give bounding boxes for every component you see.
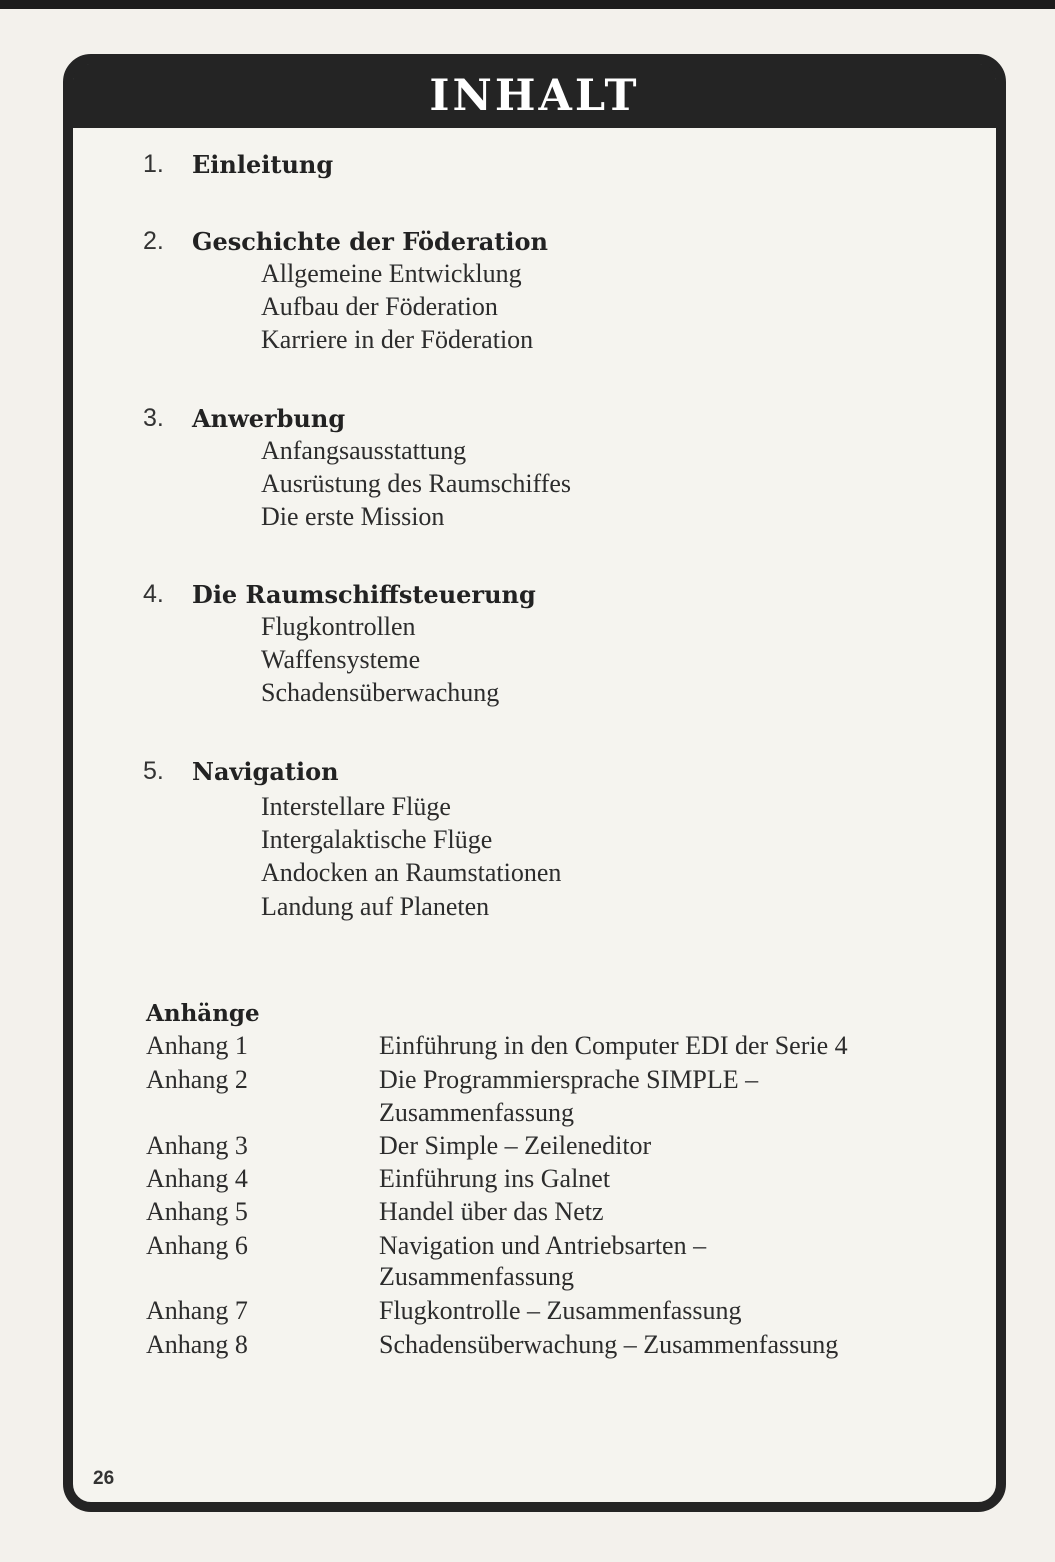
section-number: 4. [143,580,164,608]
subsection-item: Ausrüstung des Raumschiffes [261,469,572,498]
subsection-item: Waffensysteme [261,645,421,674]
subsection-item: Allgemeine Entwicklung [261,259,522,288]
section-title: Geschichte der Föderation [192,227,548,256]
appendix-label: Anhang 7 [146,1296,248,1325]
appendix-description: Der Simple – Zeileneditor [379,1131,652,1160]
subsection-item: Interstellare Flüge [261,792,451,821]
appendix-description-continued: Zusammenfassung [379,1262,574,1291]
section-title: Navigation [192,757,339,786]
subsection-item: Anfangsausstattung [261,436,467,465]
subsection-item: Flugkontrollen [261,612,416,641]
appendix-description-continued: Zusammenfassung [379,1098,574,1127]
section-title: Anwerbung [192,404,346,433]
subsection-item: Aufbau der Föderation [261,292,498,321]
subsection-item: Intergalaktische Flüge [261,825,493,854]
subsection-item: Karriere in der Föderation [261,325,534,354]
subsection-item: Andocken an Raumstationen [261,858,562,887]
top-edge-rule [0,0,1055,9]
section-number: 5. [143,757,164,785]
appendix-label: Anhang 1 [146,1031,248,1060]
subsection-item: Landung auf Planeten [261,892,490,921]
subsection-item: Schadensüberwachung [261,678,500,707]
appendix-label: Anhang 8 [146,1330,248,1359]
appendices-heading: Anhänge [146,1000,260,1027]
section-number: 1. [143,150,164,178]
title-bar [73,64,996,128]
page-number: 26 [93,1468,115,1489]
appendix-description: Schadensüberwachung – Zusammenfassung [379,1330,839,1359]
appendix-description: Handel über das Netz [379,1197,604,1226]
section-title: Die Raumschiffsteuerung [192,580,536,609]
appendix-description: Die Programmiersprache SIMPLE – [379,1065,759,1094]
appendix-label: Anhang 5 [146,1197,248,1226]
appendix-label: Anhang 6 [146,1231,248,1260]
appendix-description: Einführung in den Computer EDI der Serie 4 [379,1031,848,1060]
page-title: INHALT [429,71,640,121]
appendix-label: Anhang 3 [146,1131,248,1160]
appendix-description: Einführung ins Galnet [379,1164,611,1193]
section-number: 2. [143,227,164,255]
section-number: 3. [143,404,164,432]
appendix-label: Anhang 4 [146,1164,248,1193]
appendix-description: Navigation und Antriebsarten – [379,1231,707,1260]
subsection-item: Die erste Mission [261,502,445,531]
appendix-label: Anhang 2 [146,1065,248,1094]
section-title: Einleitung [192,150,334,179]
appendix-description: Flugkontrolle – Zusammenfassung [379,1296,742,1325]
